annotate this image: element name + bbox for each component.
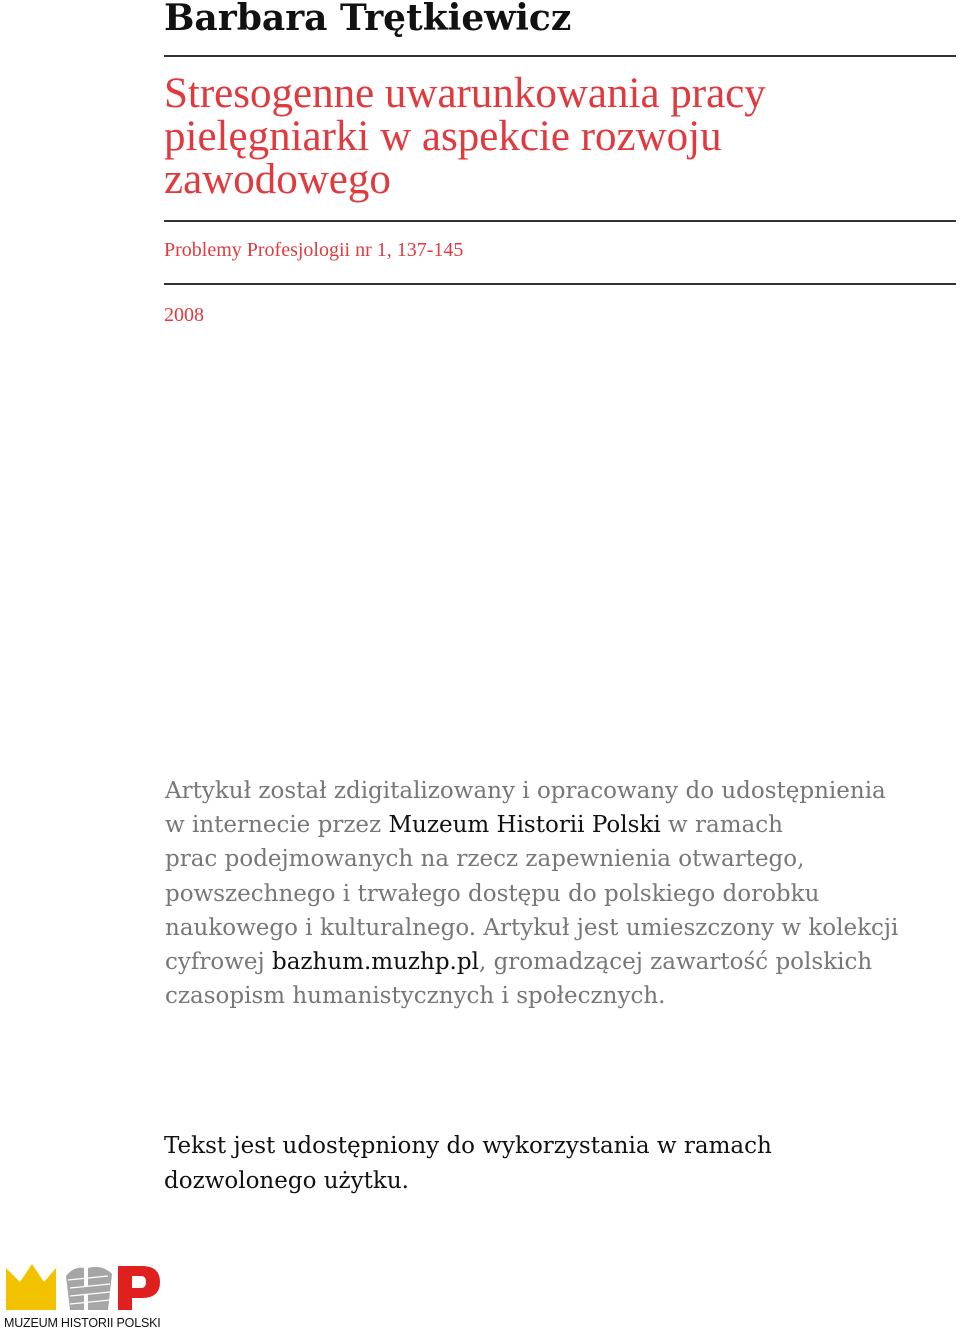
notice-line: Artykuł został zdigitalizowany i opracowany do udostępnienia	[165, 778, 886, 804]
notice-text: , gromadzącej zawartość polskich	[478, 949, 873, 976]
publication-year: 2008	[164, 304, 204, 326]
title-line: Stresogenne uwarunkowania pracy	[164, 70, 766, 117]
notice-text: w ramach	[660, 812, 783, 839]
logo-m-shape	[6, 1264, 56, 1310]
logo-p-shape	[118, 1266, 160, 1310]
divider-bottom	[164, 283, 956, 285]
usage-line: Tekst jest udostępniony do wykorzystania w ramach	[164, 1133, 772, 1159]
notice-text: w internecie przez	[165, 812, 389, 839]
museum-logo	[0, 1262, 170, 1331]
usage-line: dozwolonego użytku.	[164, 1167, 409, 1194]
title-line: pielęgniarki w aspekcie rozwoju	[164, 113, 722, 160]
divider-middle	[164, 220, 956, 222]
notice-line: czasopism humanistycznych i społecznych.	[165, 983, 666, 1010]
collection-link[interactable]: bazhum.muzhp.pl	[271, 949, 479, 976]
notice-line: powszechnego i trwałego dostępu do polskiego dorobku	[165, 880, 820, 907]
logo-h-shape	[66, 1267, 112, 1310]
notice-text: cyfrowej	[165, 949, 272, 976]
mhp-logo-mark	[4, 1262, 164, 1316]
notice-line	[165, 808, 945, 842]
divider-top	[164, 55, 956, 57]
logo-caption: MUZEUM HISTORII POLSKI	[4, 1316, 161, 1330]
article-title	[164, 72, 944, 201]
title-line: zawodowego	[164, 156, 391, 203]
author-name: Barbara Trętkiewicz	[164, 0, 572, 39]
journal-citation: Problemy Profesjologii nr 1, 137-145	[164, 239, 464, 261]
usage-notice	[164, 1129, 944, 1198]
notice-line: prac podejmowanych na rzecz zapewnienia otwartego,	[165, 846, 805, 873]
notice-line: naukowego i kulturalnego. Artykuł jest umieszczony w kolekcji	[165, 914, 899, 941]
notice-line	[165, 945, 945, 979]
digitization-notice	[165, 774, 945, 1013]
museum-name: Muzeum Historii Polski	[388, 812, 661, 839]
